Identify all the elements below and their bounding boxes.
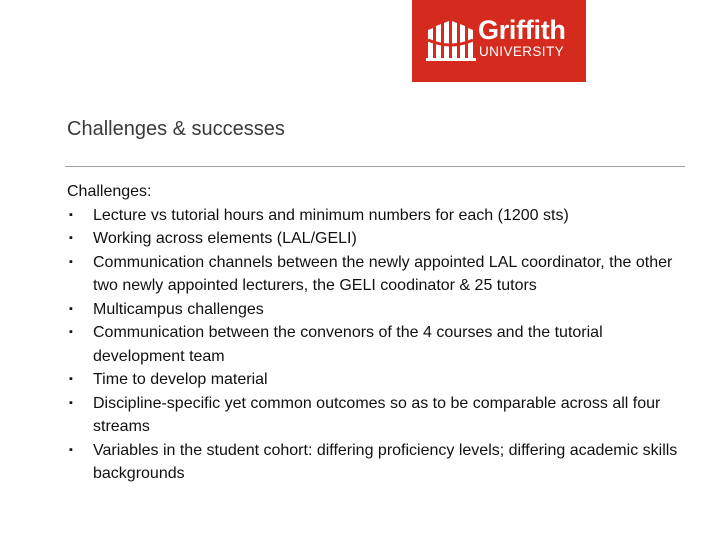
logo-mark-icon	[426, 20, 476, 62]
bullet-icon: ▪	[69, 326, 73, 338]
list-item-text: Variables in the student cohort: differing proficiency levels; differing academic skills backgrounds	[93, 441, 678, 482]
logo-wordmark: Griffith	[478, 15, 566, 45]
bullet-icon: ▪	[69, 443, 73, 456]
bullet-icon: ▪	[69, 208, 73, 221]
intro-text: Challenges:	[67, 183, 152, 200]
list-item	[67, 368, 697, 392]
list-item	[67, 392, 697, 439]
slide-title: Challenges & successes	[67, 118, 285, 140]
bullet-icon: ▪	[69, 255, 73, 268]
list-item-text: Communication channels between the newly appointed LAL coordinator, the other two newly appointed lecturers, the GELI coodinator & 25 tutors	[93, 253, 673, 294]
slide-body	[67, 180, 697, 486]
challenges-list	[67, 204, 697, 486]
logo-subtitle: UNIVERSITY	[479, 44, 565, 59]
list-item	[67, 227, 697, 251]
university-logo	[412, 0, 586, 82]
list-item	[67, 251, 697, 298]
list-item-text: Multicampus challenges	[93, 300, 264, 318]
list-item	[67, 298, 697, 322]
list-item-text: Time to develop material	[93, 371, 268, 388]
bullet-icon: ▪	[69, 232, 73, 244]
list-item-text: Working across elements (LAL/GELI)	[93, 230, 357, 247]
bullet-icon: ▪	[69, 373, 73, 385]
list-item-text: Lecture vs tutorial hours and minimum numbers for each (1200 sts)	[93, 206, 569, 224]
list-item	[67, 439, 697, 486]
bullet-icon: ▪	[69, 302, 73, 315]
list-item-text: Discipline-specific yet common outcomes so as to be comparable across all four streams	[93, 394, 661, 435]
title-divider	[65, 166, 685, 167]
bullet-icon: ▪	[69, 396, 73, 409]
list-item	[67, 204, 697, 228]
list-item	[67, 321, 697, 368]
list-item-text: Communication between the convenors of the 4 courses and the tutorial development team	[93, 324, 603, 365]
